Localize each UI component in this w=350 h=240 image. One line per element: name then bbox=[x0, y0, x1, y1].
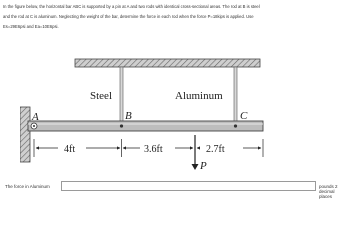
ceiling-support bbox=[75, 59, 260, 67]
answer-row bbox=[3, 181, 347, 199]
answer-label: The force in Aluminum bbox=[5, 184, 50, 189]
pin-a bbox=[31, 123, 37, 129]
wall-support bbox=[20, 107, 30, 162]
dimension-ab-label: 4ft bbox=[64, 144, 76, 155]
aluminum-force-input[interactable] bbox=[61, 181, 316, 191]
pin-c bbox=[234, 124, 237, 127]
steel-label: Steel bbox=[90, 90, 112, 102]
aluminum-label: Aluminum bbox=[175, 90, 223, 102]
aluminum-rod bbox=[234, 67, 237, 122]
point-a-label: A bbox=[32, 111, 39, 123]
structure-figure bbox=[20, 57, 300, 182]
pin-b bbox=[120, 124, 123, 127]
dimension-bp-label: 3.6ft bbox=[144, 144, 163, 155]
load-p-label: P bbox=[200, 160, 207, 172]
dimension-pc-label: 2.7ft bbox=[206, 144, 225, 155]
load-arrow-icon bbox=[192, 135, 199, 170]
problem-line-1: In the figure below, the horizontal bar ABC is supported by a pin at A and two rods with identical cross-sectional areas. The rod at B is steel bbox=[3, 4, 260, 9]
problem-line-2: and the rod at C is aluminum. Neglecting the weight of the bar, determine the force in each rod when the force P=18kips is applied. Use bbox=[3, 14, 254, 19]
answer-unit: pounds 2 decimal places bbox=[319, 184, 338, 199]
steel-rod bbox=[120, 67, 123, 122]
point-b-label: B bbox=[125, 110, 132, 122]
problem-line-3: Es=29E6psi and Ea=10E6psi. bbox=[3, 24, 59, 29]
problem-statement bbox=[3, 2, 347, 32]
point-c-label: C bbox=[240, 110, 248, 122]
bar-abc bbox=[28, 121, 263, 131]
